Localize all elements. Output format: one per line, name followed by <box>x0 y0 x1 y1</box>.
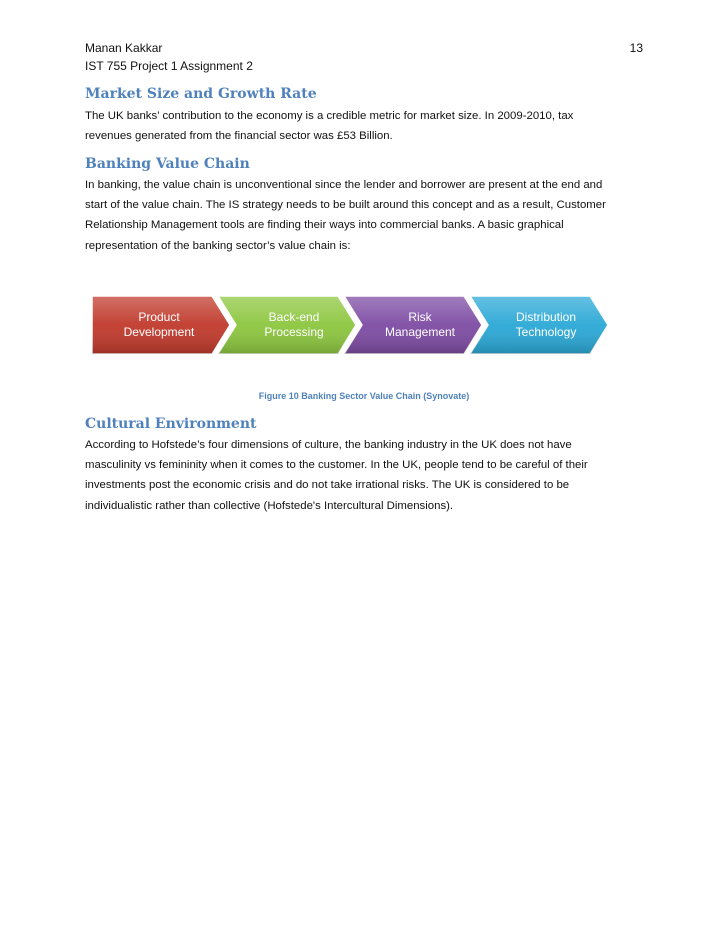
value-chain-step <box>470 296 608 354</box>
chevron-label: Management <box>384 325 456 339</box>
text-line: start of the value chain. The IS strategy needs to be built around this concept and as a result, Customer <box>85 199 606 212</box>
paragraph-cultural-environment <box>85 435 645 516</box>
value-chain-step <box>344 296 482 354</box>
text-line: In banking, the value chain is unconventional since the lender and borrower are present at the end and <box>85 179 603 191</box>
text-line: individualistic rather than collective (Hofstede's Intercultural Dimensions). <box>85 499 454 512</box>
paragraph-value-chain <box>85 175 645 256</box>
chevron-label: Risk <box>408 310 432 324</box>
chevron-label: Product <box>138 310 180 324</box>
value-chain-step <box>92 296 230 354</box>
text-line: investments post the economic crisis and do not take irrational risks. The UK is considered to be <box>85 479 570 492</box>
header-course: IST 755 Project 1 Assignment 2 <box>85 59 253 73</box>
value-chain-step <box>218 296 356 354</box>
text-line: Relationship Management tools are finding their ways into commercial banks. A basic graphical <box>85 219 564 232</box>
heading-value-chain: Banking Value Chain <box>85 156 250 172</box>
text-line: According to Hofstede’s four dimensions of culture, the banking industry in the UK does not have <box>85 439 572 451</box>
page-number: 13 <box>629 41 643 55</box>
value-chain-diagram <box>92 296 612 354</box>
text-line: revenues generated from the financial sector was £53 Billion. <box>85 130 393 143</box>
chevron-label: Technology <box>515 325 577 339</box>
chevron-label: Processing <box>264 325 324 339</box>
chevron-label: Development <box>123 325 195 339</box>
figure-caption: Figure 10 Banking Sector Value Chain (Synovate) <box>258 391 470 401</box>
paragraph-market-size <box>85 106 645 146</box>
chevron-label: Distribution <box>515 310 577 324</box>
chevron-label: Back-end <box>268 310 320 324</box>
text-line: The UK banks’ contribution to the economy is a credible metric for market size. In 2009-2010, tax <box>85 110 574 122</box>
heading-market-size: Market Size and Growth Rate <box>85 86 317 102</box>
text-line: representation of the banking sector’s value chain is: <box>85 239 351 252</box>
heading-cultural-environment: Cultural Environment <box>85 416 257 432</box>
text-line: masculinity vs femininity when it comes to the customer. In the UK, people tend to be careful of their <box>85 459 588 472</box>
header-author: Manan Kakkar <box>85 41 163 55</box>
